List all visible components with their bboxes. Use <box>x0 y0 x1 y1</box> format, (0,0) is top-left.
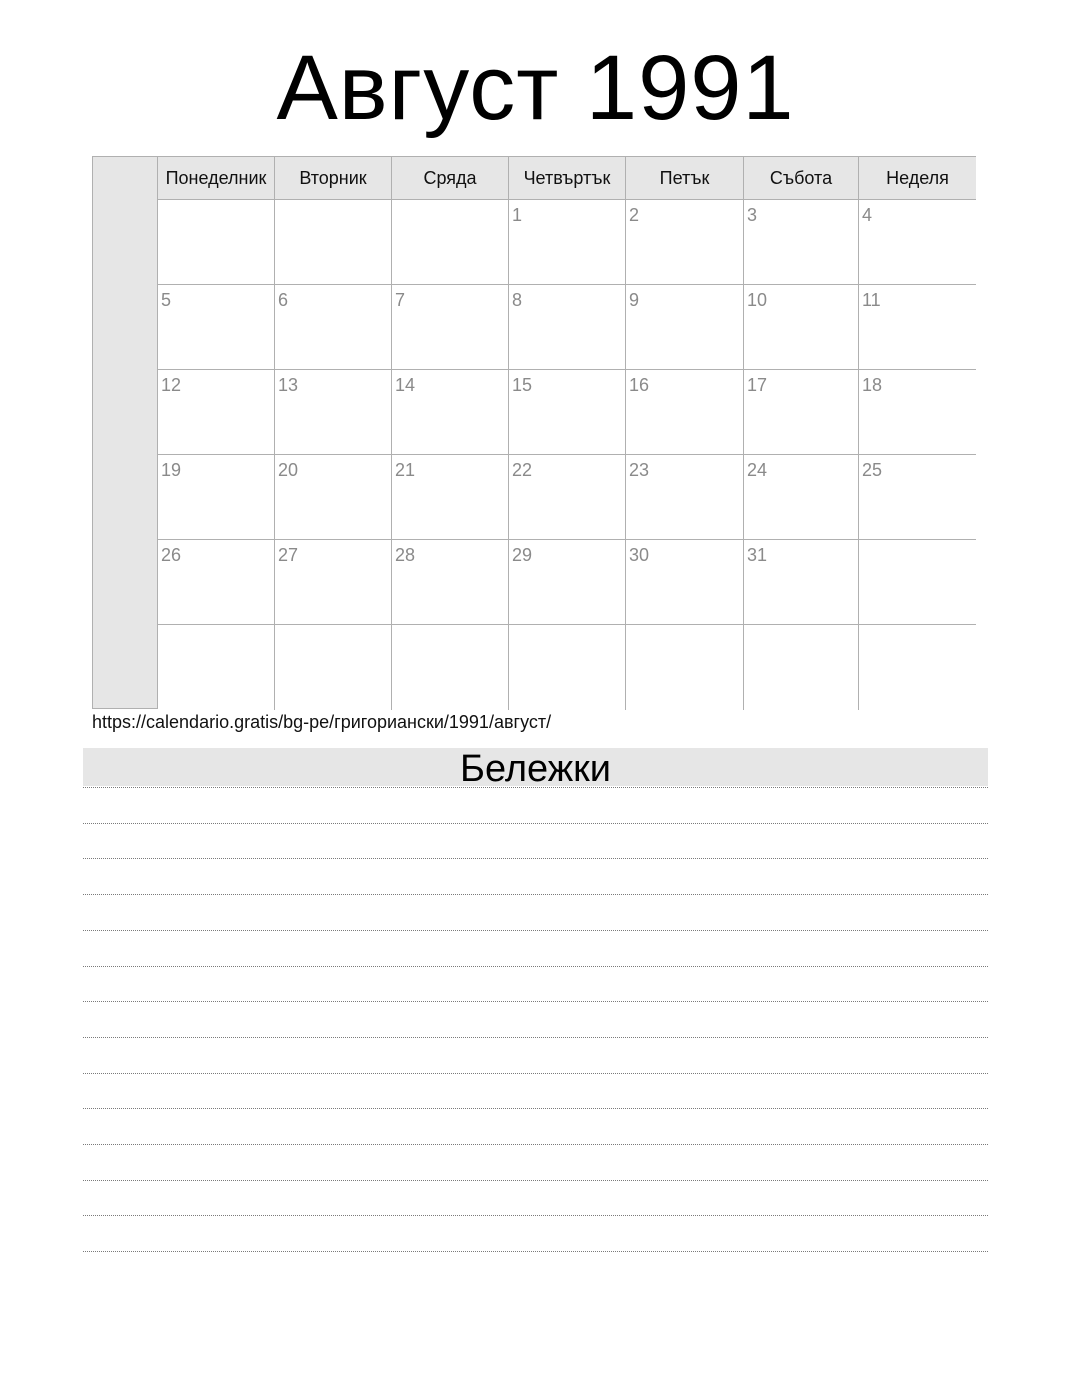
weekday-header: Неделя <box>859 157 976 200</box>
day-cell <box>859 455 976 540</box>
weekday-header: Вторник <box>275 157 392 200</box>
day-cell <box>509 370 626 455</box>
day-cell <box>626 370 744 455</box>
weekday-header: Понеделник <box>158 157 275 200</box>
day-cell <box>158 370 275 455</box>
day-cell <box>392 370 509 455</box>
day-number: 18 <box>862 375 883 395</box>
day-number: 22 <box>512 460 533 480</box>
day-cell <box>158 625 275 710</box>
day-cell <box>626 200 744 285</box>
note-line <box>83 966 988 967</box>
note-line <box>83 930 988 931</box>
day-cell <box>158 285 275 370</box>
note-line <box>83 1073 988 1074</box>
day-cell <box>158 455 275 540</box>
day-cell <box>626 625 744 710</box>
notes-title: Бележки <box>83 748 988 786</box>
day-number: 16 <box>629 375 650 395</box>
day-cell <box>392 285 509 370</box>
day-cell <box>509 285 626 370</box>
note-line <box>83 1144 988 1145</box>
day-cell <box>859 625 976 710</box>
day-cell <box>509 200 626 285</box>
day-cell <box>744 200 859 285</box>
day-number: 13 <box>278 375 299 395</box>
source-url: https://calendario.gratis/bg-pe/григориански/1991/август/ <box>92 712 552 732</box>
note-line <box>83 1037 988 1038</box>
day-cell <box>392 200 509 285</box>
day-number: 4 <box>862 205 873 225</box>
note-line <box>83 1180 988 1181</box>
note-line <box>83 1001 988 1002</box>
note-line <box>83 787 988 788</box>
day-number: 20 <box>278 460 299 480</box>
day-cell <box>744 370 859 455</box>
day-number: 10 <box>747 290 768 310</box>
day-cell <box>509 540 626 625</box>
day-cell <box>626 285 744 370</box>
weekday-header: Събота <box>744 157 859 200</box>
calendar-grid <box>158 157 975 708</box>
day-cell <box>509 455 626 540</box>
day-cell <box>275 285 392 370</box>
day-number: 30 <box>629 545 650 565</box>
day-cell <box>275 370 392 455</box>
week-number-column <box>93 157 158 708</box>
day-number: 25 <box>862 460 883 480</box>
note-line <box>83 1251 988 1252</box>
day-number: 21 <box>395 460 416 480</box>
day-number: 27 <box>278 545 299 565</box>
day-cell <box>744 455 859 540</box>
day-cell <box>744 625 859 710</box>
day-number: 23 <box>629 460 650 480</box>
day-number: 3 <box>747 205 758 225</box>
day-cell <box>275 455 392 540</box>
day-number: 11 <box>862 290 881 310</box>
day-cell <box>859 370 976 455</box>
day-cell <box>158 200 275 285</box>
day-cell <box>275 540 392 625</box>
day-cell <box>392 540 509 625</box>
day-cell <box>626 540 744 625</box>
day-cell <box>275 200 392 285</box>
note-line <box>83 823 988 824</box>
day-cell <box>275 625 392 710</box>
day-number: 26 <box>161 545 182 565</box>
note-line <box>83 858 988 859</box>
day-number: 12 <box>161 375 182 395</box>
day-cell <box>744 285 859 370</box>
day-number: 1 <box>512 205 523 225</box>
month-calendar <box>92 156 976 709</box>
day-cell <box>626 455 744 540</box>
day-cell <box>859 200 976 285</box>
day-number: 14 <box>395 375 416 395</box>
day-number: 29 <box>512 545 533 565</box>
day-cell <box>744 540 859 625</box>
day-cell <box>509 625 626 710</box>
day-cell <box>392 455 509 540</box>
day-cell <box>859 285 976 370</box>
day-number: 7 <box>395 290 406 310</box>
page-title: Август 1991 <box>276 37 795 139</box>
day-cell <box>859 540 976 625</box>
day-number: 28 <box>395 545 416 565</box>
note-line <box>83 1215 988 1216</box>
day-number: 9 <box>629 290 640 310</box>
day-number: 6 <box>278 290 289 310</box>
day-number: 15 <box>512 375 533 395</box>
note-line <box>83 894 988 895</box>
day-number: 19 <box>161 460 182 480</box>
day-number: 24 <box>747 460 768 480</box>
day-number: 8 <box>512 290 523 310</box>
day-cell <box>392 625 509 710</box>
weekday-header: Четвъртък <box>509 157 626 200</box>
day-number: 2 <box>629 205 640 225</box>
day-cell <box>158 540 275 625</box>
note-line <box>83 1108 988 1109</box>
day-number: 5 <box>161 290 172 310</box>
day-number: 17 <box>747 375 768 395</box>
day-number: 31 <box>747 545 768 565</box>
weekday-header: Петък <box>626 157 744 200</box>
weekday-header: Сряда <box>392 157 509 200</box>
